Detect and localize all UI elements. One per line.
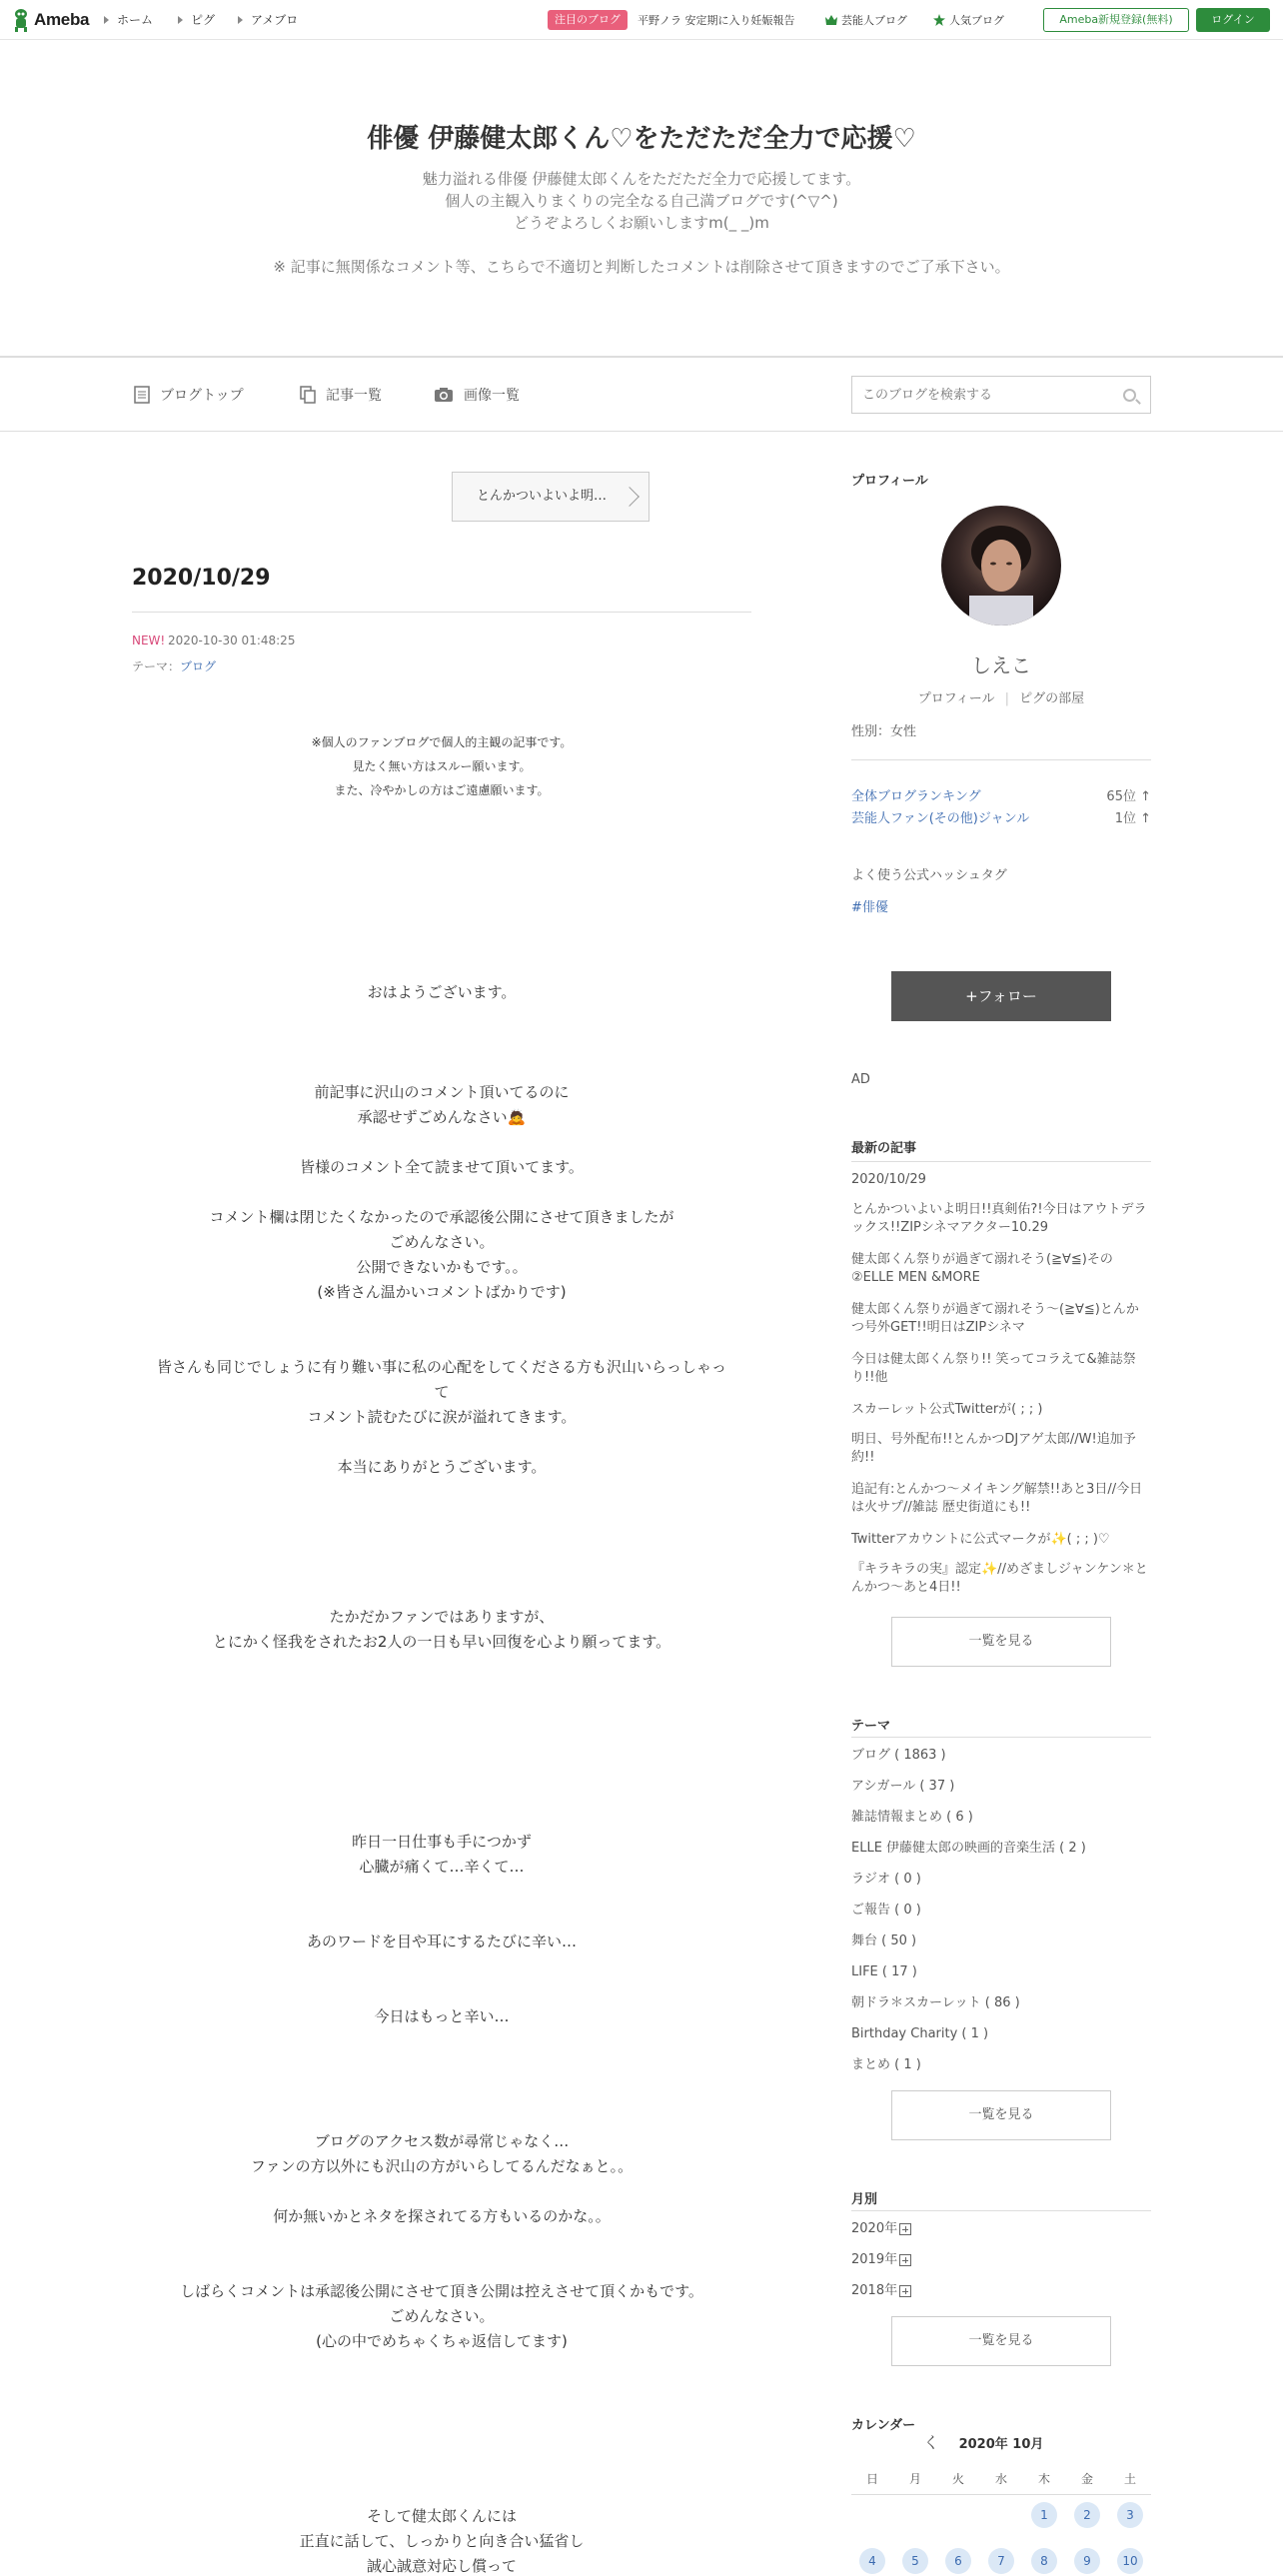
body-line: コメント読むたびに涙が溢れてきます。 (307, 1408, 577, 1426)
blog-nav (0, 358, 1283, 432)
recent-entry-link[interactable]: 『キラキラの実』認定✨//めざましジャンケン＊とんかつ〜あと4日!! (851, 1562, 1148, 1595)
calendar-heading: カレンダー (851, 2418, 916, 2433)
triangle-icon (238, 16, 243, 24)
separator: | (1004, 691, 1010, 706)
profile-links (851, 687, 1151, 706)
calendar-day[interactable]: 8 (1031, 2548, 1057, 2574)
body-line: しばらくコメントは承認後公開にさせて頂き公開は控えさせて頂くかもです。 (180, 2282, 703, 2300)
recent-entry-link[interactable]: 2020/10/29 (851, 1172, 926, 1187)
body-line: ごめんなさい。 (389, 1233, 495, 1251)
profile-link[interactable]: プロフィール (917, 691, 995, 706)
ameba-mascot-icon (12, 8, 30, 32)
hashtag-heading: よく使う公式ハッシュタグ (851, 868, 1007, 883)
body-line: そして健太郎くんには (366, 2507, 517, 2525)
prev-entry-button[interactable] (452, 472, 649, 522)
search-input[interactable] (852, 377, 1102, 413)
recent-entry-link[interactable]: 明日、号外配布!!とんかつDJアゲ太郎//W!追加予約!! (851, 1432, 1136, 1465)
celebrity-blog-label: 芸能人ブログ (841, 14, 907, 27)
recent-entry-link[interactable]: とんかついよいよ明日!!真剣佑?!今日はアウトデラックス!!ZIPシネマアクター10.29 (851, 1202, 1147, 1235)
theme-link[interactable]: まとめ ( 1 ) (851, 2057, 921, 2072)
prev-entry-label: とんかついよいよ明… (477, 489, 608, 504)
ranking-value: 1位 ↑ (1114, 811, 1151, 826)
month-item[interactable] (851, 2251, 1151, 2269)
body-line: 誠心誠意対応し償って (366, 2557, 517, 2575)
logo-text: Ameba (34, 10, 90, 29)
profile-avatar[interactable] (941, 506, 1061, 626)
calendar-month: 2020年 10月 (958, 2437, 1044, 2452)
theme-link[interactable]: LIFE ( 17 ) (851, 1964, 917, 1979)
nav-home-label: ホーム (117, 13, 154, 27)
body-line: たかだかファンではありますが、 (329, 1608, 555, 1626)
camera-icon (434, 387, 454, 403)
theme-link[interactable]: ご報告 ( 0 ) (851, 1903, 921, 1918)
weekday-label: 火 (951, 2472, 964, 2486)
register-button[interactable]: Ameba新規登録(無料) (1043, 8, 1189, 32)
calendar-day[interactable]: 9 (1074, 2548, 1100, 2574)
body-line: 何か無いかとネタを探されてる方もいるのかな。。 (273, 2207, 611, 2225)
calendar-day[interactable]: 6 (945, 2548, 971, 2574)
crown-icon (825, 15, 837, 25)
notice-line: また、冷やかしの方はご遠慮願います。 (334, 783, 550, 797)
body-line: 今日はもっと辛い… (374, 2007, 510, 2025)
document-icon (134, 386, 150, 404)
search-icon[interactable] (1123, 389, 1136, 402)
recent-more-button[interactable]: 一覧を見る (891, 1617, 1111, 1667)
recent-entry-link[interactable]: 健太郎くん祭りが過ぎて溺れそう〜(≧∀≦)とんかつ号外GET!!明日はZIPシネマ (851, 1302, 1139, 1335)
nav-entry-list-label: 記事一覧 (326, 388, 382, 404)
theme-link[interactable]: ELLE 伊藤健太郎の映画的音楽生活 ( 2 ) (851, 1841, 1086, 1856)
nav-home[interactable] (104, 11, 153, 28)
monthly-heading: 月別 (851, 2192, 878, 2207)
popular-blog-label: 人気ブログ (949, 14, 1004, 27)
divider (851, 2210, 1151, 2211)
recent-entry-link[interactable]: 追記有:とんかつ〜メイキング解禁!!あと3日//今日は火サプ//雑誌 歴史街道にも!! (851, 1482, 1143, 1515)
nav-image-list[interactable] (434, 385, 520, 405)
global-header (0, 0, 1283, 40)
months-more-button[interactable]: 一覧を見る (891, 2316, 1111, 2366)
nav-blog-top[interactable] (134, 385, 244, 405)
notice-line: 見たく無い方はスルー願います。 (352, 759, 532, 773)
theme-link[interactable]: 舞台 ( 50 ) (851, 1933, 917, 1948)
entry-datetime: 2020-10-30 01:48:25 (168, 634, 296, 647)
blog-description-line: どうぞよろしくお願いしますm(_ _)m (514, 214, 769, 232)
weekday-label: 水 (994, 2472, 1007, 2486)
nav-ameblo-label: アメブロ (251, 13, 299, 27)
expand-icon[interactable] (899, 2223, 911, 2235)
follow-button[interactable]: +フォロー (891, 971, 1111, 1021)
blog-description-notice: ※ 記事に無関係なコメント等、こちらで不適切と判断したコメントは削除させて頂きますのでご了承下さい。 (273, 258, 1010, 276)
body-line: 皆さんも同じでしょうに有り難い事に私の心配をしてくださる方も沢山いらっしゃっ (156, 1358, 726, 1376)
chevron-right-icon (620, 487, 640, 507)
recent-heading: 最新の記事 (851, 1141, 917, 1156)
body-line: とにかく怪我をされたお2人の一日も早い回復を心より願ってます。 (212, 1633, 671, 1651)
body-line: コメント欄は閉じたくなかったので承認後公開にさせて頂きましたが (209, 1208, 674, 1226)
entry-theme (132, 657, 216, 674)
profile-heading: プロフィール (851, 474, 928, 489)
body-line: ファンの方以外にも沢山の方がいらしてるんだなぁと。。 (250, 2157, 634, 2175)
month-label: 2018年 (851, 2283, 898, 2298)
body-line: (※皆さん温かいコメントばかりです) (317, 1283, 567, 1301)
pig-room-link[interactable]: ピグの部屋 (1019, 691, 1085, 706)
new-badge: NEW! (132, 634, 166, 647)
body-line: 承認せずごめんなさい🙇 (357, 1108, 527, 1126)
nav-entry-list[interactable] (300, 385, 382, 405)
body-line: ブログのアクセス数が尋常じゃなく… (314, 2132, 570, 2150)
body-line: 昨日一日仕事も手につかず (352, 1833, 532, 1851)
calendar-day[interactable]: 10 (1117, 2548, 1143, 2574)
month-label: 2019年 (851, 2252, 898, 2267)
calendar-day[interactable]: 4 (859, 2548, 885, 2574)
star-icon (933, 14, 945, 26)
triangle-icon (178, 16, 183, 24)
theme-link[interactable]: ブログ ( 1863 ) (851, 1748, 946, 1763)
body-line: 正直に話して、しっかりと向き合い猛省し (299, 2532, 585, 2550)
month-label: 2020年 (851, 2221, 898, 2236)
blog-search (851, 376, 1151, 414)
weekday-label: 金 (1080, 2472, 1093, 2486)
body-line: おはようございます。 (367, 983, 517, 1001)
divider (851, 2494, 1151, 2495)
ad-label: AD (851, 1072, 870, 1087)
theme-link[interactable]: 雑誌情報まとめ ( 6 ) (851, 1810, 973, 1825)
hashtag-link[interactable]: #俳優 (851, 900, 888, 915)
body-line: 心臓が痛くて…辛くて… (359, 1858, 525, 1876)
body-line: 皆様のコメント全て読ませて頂いてます。 (300, 1158, 584, 1176)
ranking-label[interactable]: 芸能人ファン(その他)ジャンル (851, 811, 1030, 826)
body-line: 前記事に沢山のコメント頂いてるのに (314, 1083, 570, 1101)
triangle-icon (104, 16, 109, 24)
profile-gender: 性別：女性 (851, 724, 917, 739)
blog-description-line: 魅力溢れる俳優 伊藤健太郎くんをただただ全力で応援してます。 (422, 170, 861, 188)
attention-badge: 注目のブログ (548, 10, 628, 30)
ranking-value: 65位 ↑ (1106, 789, 1151, 804)
divider (851, 1737, 1151, 1738)
calendar-day[interactable]: 2 (1074, 2502, 1100, 2528)
profile-nickname[interactable]: しえこ (971, 653, 1031, 677)
theme-link[interactable]: アシガール ( 37 ) (851, 1779, 955, 1794)
theme-heading: テーマ (851, 1719, 891, 1734)
blog-title[interactable]: 俳優 伊藤健太郎くん♡をただただ全力で応援♡ (367, 124, 916, 154)
theme-link[interactable]: ブログ (180, 659, 217, 673)
recent-entry-link[interactable]: 今日は健太郎くん祭り!! 笑ってコラえて&雑誌祭り!!他 (851, 1352, 1136, 1385)
recent-entry-link[interactable]: Twitterアカウントに公式マークが✨( ; ; )♡ (851, 1532, 1110, 1547)
month-item[interactable] (851, 2220, 1151, 2238)
expand-icon[interactable] (899, 2285, 911, 2297)
weekday-label: 木 (1037, 2472, 1050, 2486)
expand-icon[interactable] (899, 2254, 911, 2266)
ranking-label[interactable]: 全体ブログランキング (851, 789, 981, 804)
calendar-day[interactable]: 1 (1031, 2502, 1057, 2528)
notice-line: ※個人のファンブログで個人的主観の記事です。 (311, 735, 573, 749)
avatar-image (941, 506, 1061, 626)
recent-entry-link[interactable]: スカーレット公式Twitterが( ; ; ) (851, 1402, 1043, 1417)
weekday-label: 月 (908, 2472, 921, 2486)
calendar-day[interactable]: 3 (1117, 2502, 1143, 2528)
calendar-day[interactable]: 7 (988, 2548, 1014, 2574)
nav-pig[interactable] (178, 11, 215, 28)
body-line: 本当にありがとうございます。 (337, 1458, 547, 1476)
themes-more-button[interactable]: 一覧を見る (891, 2090, 1111, 2140)
calendar-day[interactable]: 5 (902, 2548, 928, 2574)
theme-label: テーマ： (132, 659, 181, 673)
body-line: ごめんなさい。 (389, 2307, 495, 2325)
month-item[interactable] (851, 2282, 1151, 2300)
celebrity-blog-link[interactable] (825, 12, 907, 28)
nav-pig-label: ピグ (191, 13, 216, 27)
ranking-row[interactable] (851, 807, 1151, 826)
nav-image-list-label: 画像一覧 (464, 388, 520, 404)
divider (851, 759, 1151, 760)
blog-description-line: 個人の主観入りまくりの完全なる自己満ブログです(^▽^) (445, 192, 838, 210)
divider (851, 1161, 1151, 1162)
divider (132, 612, 751, 613)
copy-icon (300, 386, 316, 404)
calendar-prev-button[interactable]: く (923, 2433, 940, 2452)
ranking-row[interactable] (851, 785, 1151, 804)
body-line: (心の中でめちゃくちゃ返信してます) (316, 2332, 568, 2350)
theme-link[interactable]: ラジオ ( 0 ) (851, 1872, 921, 1887)
entry-title[interactable]: 2020/10/29 (132, 566, 271, 591)
attention-link[interactable]: 平野ノラ 安定期に入り妊娠報告 (638, 14, 795, 27)
weekday-label: 土 (1123, 2472, 1136, 2486)
ameba-logo[interactable] (12, 8, 89, 32)
weekday-label: 日 (865, 2472, 878, 2486)
body-line: 公開できないかもです。。 (356, 1258, 528, 1276)
theme-link[interactable]: Birthday Charity ( 1 ) (851, 2026, 989, 2041)
theme-link[interactable]: 朝ドラ＊スカーレット ( 86 ) (851, 1995, 1020, 2010)
blog-header (0, 40, 1283, 358)
nav-ameblo[interactable] (238, 11, 298, 28)
body-line: あのワードを目や耳にするたびに辛い… (306, 1932, 577, 1950)
popular-blog-link[interactable] (933, 12, 1004, 28)
recent-entry-link[interactable]: 健太郎くん祭りが過ぎて溺れそう(≧∀≦)その②ELLE MEN &MORE (851, 1252, 1113, 1285)
body-line: て (434, 1383, 450, 1401)
nav-blog-top-label: ブログトップ (160, 388, 244, 404)
login-button[interactable]: ログイン (1196, 8, 1270, 32)
